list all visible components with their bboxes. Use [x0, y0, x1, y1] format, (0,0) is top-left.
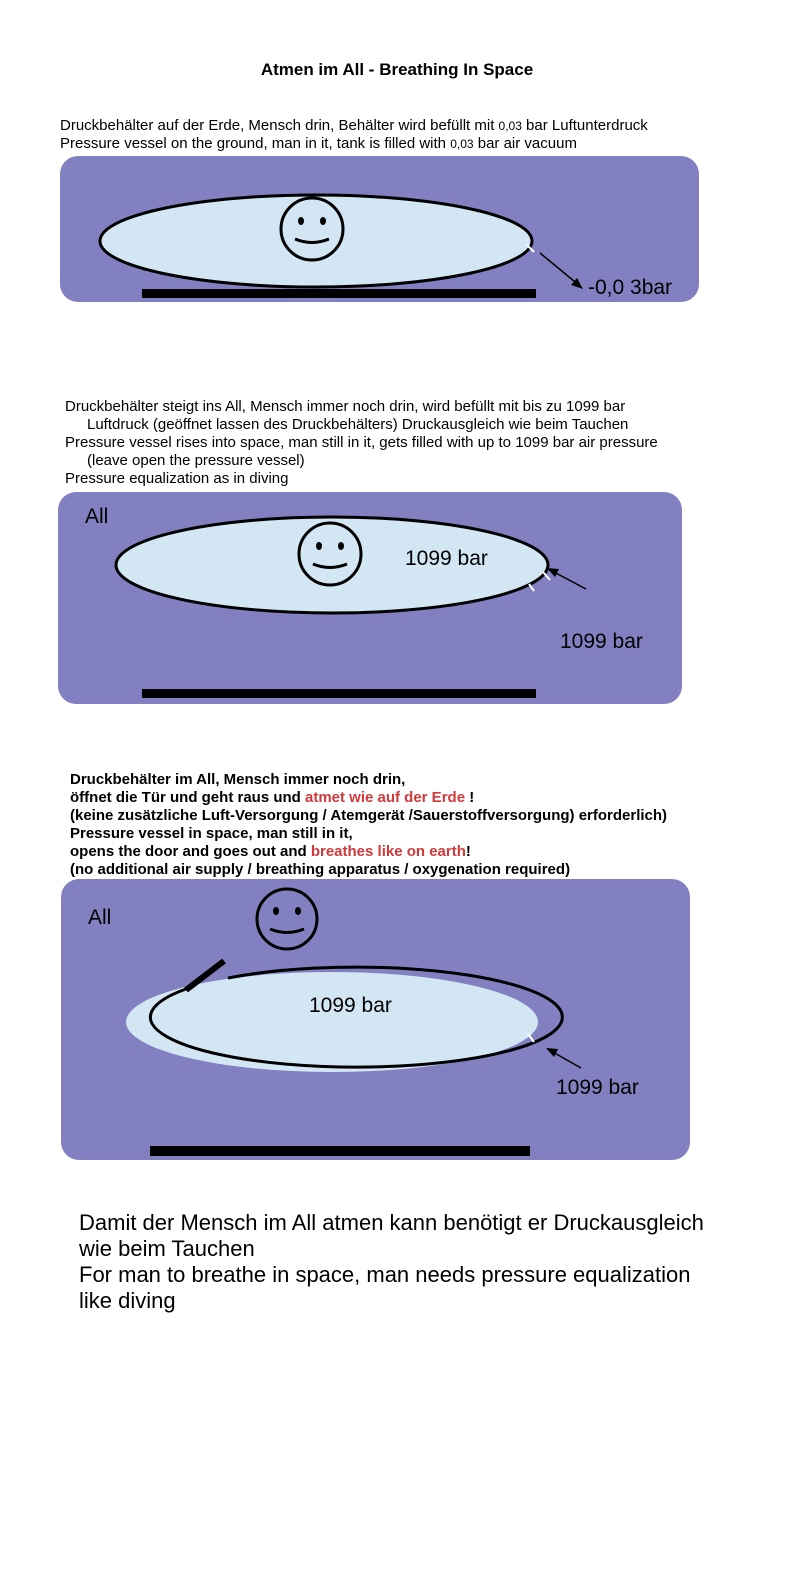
scene2-space-label: All [85, 505, 109, 528]
scene1-text-de: Druckbehälter auf der Erde, Mensch drin, Behälter wird befüllt mit 0,03 bar Luftunterdruck [60, 117, 648, 134]
scene3-line: (keine zusätzliche Luft-Versorgung / Atemgerät /Sauerstoffversorgung) erforderlich) [70, 807, 668, 824]
scene1-text-en: Pressure vessel on the ground, man in it, tank is filled with 0,03 bar air vacuum [60, 135, 577, 152]
scene2-line: Pressure vessel rises into space, man still in it, gets filled with up to 1099 bar air pressure [65, 434, 658, 451]
conclusion-line: like diving [79, 1288, 176, 1313]
scene3-line: Pressure vessel in space, man still in it, [70, 825, 353, 842]
scene2-line: Luftdruck (geöffnet lassen des Druckbehälters) Druckausgleich wie beim Tauchen [87, 416, 629, 433]
scene3-line: Druckbehälter im All, Mensch immer noch drin, [70, 771, 406, 788]
scene3-line: (no additional air supply / breathing apparatus / oxygenation required) [70, 861, 571, 878]
scene3-ground-bar [150, 1146, 530, 1156]
scene3-highlight-de: atmet wie auf der Erde [304, 789, 466, 806]
scene3-inner-pressure-label: 1099 bar [309, 994, 392, 1017]
scene2-inner-pressure-label: 1099 bar [405, 547, 488, 570]
scene3-arrow-icon [546, 1048, 581, 1068]
scene3-outer-pressure-label: 1099 bar [556, 1076, 639, 1099]
scene3-line: öffnet die Tür und geht raus und atmet wie auf der Erde ! [70, 789, 475, 806]
scene3-space-label: All [88, 906, 112, 929]
conclusion-text [79, 1210, 704, 1314]
conclusion-line: wie beim Tauchen [79, 1236, 255, 1261]
conclusion-line: Damit der Mensch im All atmen kann benötigt er Druckausgleich [79, 1210, 704, 1235]
scene2-line: (leave open the pressure vessel) [87, 452, 305, 469]
scene2-line: Pressure equalization as in diving [65, 470, 289, 487]
scene2-line: Druckbehälter steigt ins All, Mensch immer noch drin, wird befüllt mit bis zu 1099 bar [65, 398, 626, 415]
scene3-vessel-leak [528, 1034, 534, 1042]
scene1-pressure-label: -0,0 3bar [588, 276, 673, 299]
page-title: Atmen im All - Breathing In Space [260, 60, 534, 79]
scene3-man-smiley-icon [257, 889, 317, 949]
scene3-highlight-en: breathes like on earth [310, 843, 466, 860]
scene2-outer-pressure-label: 1099 bar [560, 630, 643, 653]
conclusion-line: For man to breathe in space, man needs pressure equalization [79, 1262, 691, 1287]
scene3-line: opens the door and goes out and breathes like on earth! [70, 843, 471, 860]
